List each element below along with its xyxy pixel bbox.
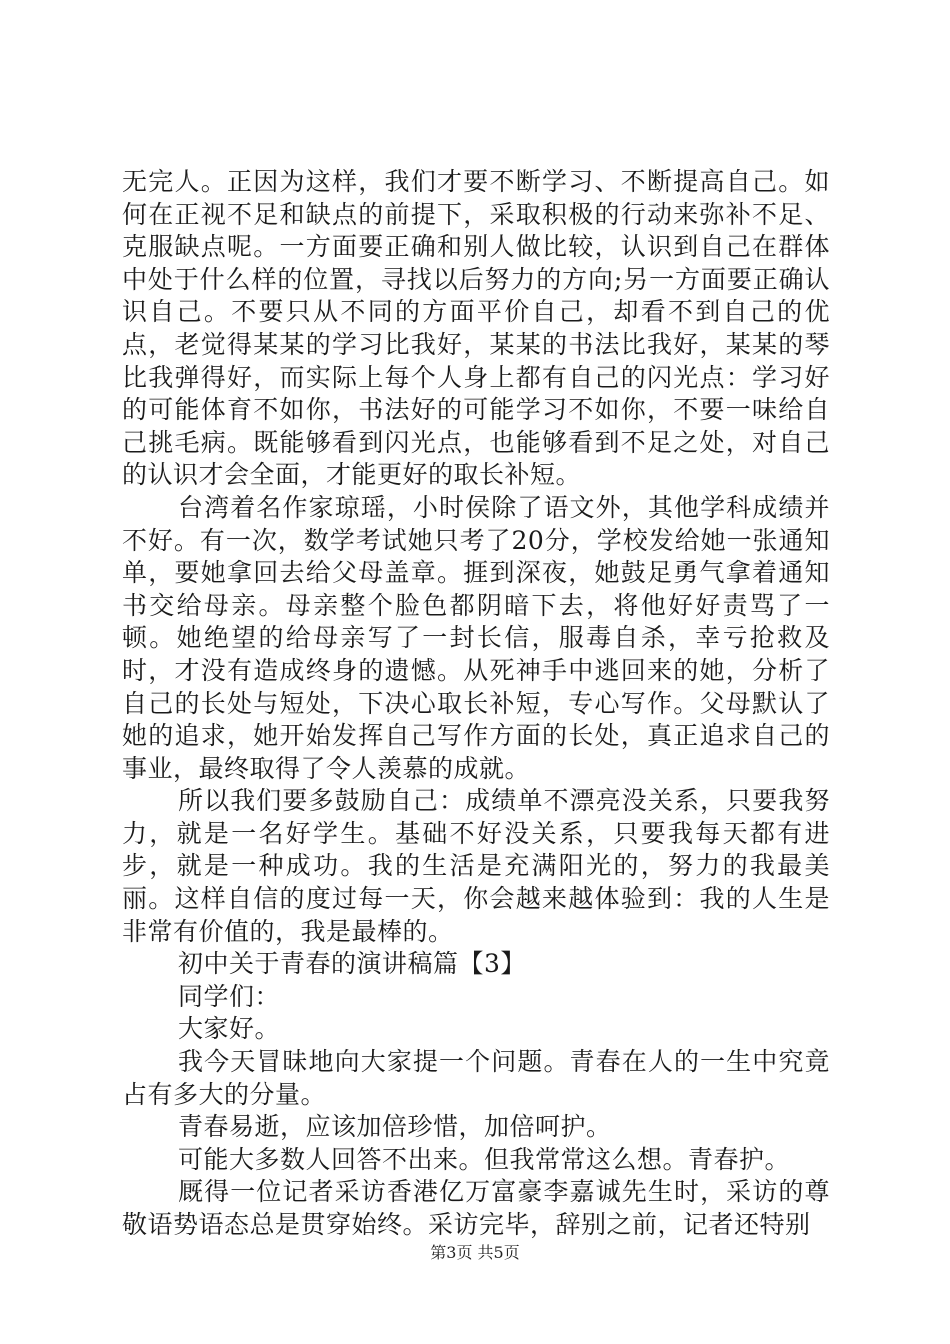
- greeting: 大家好。: [178, 1014, 281, 1044]
- paragraph-9: 可能大多数人回答不出来。但我常常这么想。青春护。: [178, 1144, 791, 1174]
- salutation: 同学们：: [178, 981, 281, 1011]
- paragraph-8: 青春易逝，应该加倍珍惜，加倍呵护。: [178, 1112, 612, 1142]
- paragraph-3: 所以我们要多鼓励自己：成绩单不漂亮没关系，只要我努力，就是一名好学生。基础不好没关系，只要我每天都有进步，就是一种成功。我的生活是充满阳光的，努力的我最美丽。这样自信的度过每一天，你会越来越体验到：我的人生是非常有价值的，我是最棒的。: [122, 786, 830, 946]
- page-number: 第3页 共5页: [430, 1243, 520, 1262]
- paragraph-7: 我今天冒昧地向大家提一个问题。青春在人的一生中究竟占有多大的分量。: [122, 1047, 830, 1109]
- paragraph-1: 无完人。正因为这样，我们才要不断学习、不断提高自己。如何在正视不足和缺点的前提下，采取积极的行动来弥补不足、克服缺点呢。一方面要正确和别人做比较，认识到自己在群体中处于什么样的位置，寻找以后努力的方向;另一方面要正确认识自己。不要只从不同的方面平价自己，却看不到自己的优点，老觉得某某的学习比我好，某某的书法比我好，某某的琴比我弹得好，而实际上每个人身上都有自己的闪光点：学习好的可能体育不如你，书法好的可能学习不如你，不要一味给自己挑毛病。既能够看到闪光点，也能够看到不足之处，对自己的认识才会全面，才能更好的取长补短。: [122, 167, 830, 490]
- paragraph-10: 厩得一位记者采访香港亿万富豪李嘉诚先生时，采访的尊敬语势语态总是贯穿始终。采访完毕，辞别之前，记者还特别: [122, 1177, 830, 1239]
- section-heading: 初中关于青春的演讲稿篇【3】: [178, 949, 526, 979]
- paragraph-2: 台湾着名作家琼瑶，小时侯除了语文外，其他学科成绩并不好。有一次，数学考试她只考了20分，学校发给她一张通知单，要她拿回去给父母盖章。捱到深夜，她鼓足勇气拿着通知书交给母亲。母亲整个脸色都阴暗下去，将他好好责骂了一顿。她绝望的给母亲写了一封长信，服毒自杀，幸亏抢救及时，才没有造成终身的遗憾。从死神手中逃回来的她，分析了自己的长处与短处，下决心取长补短，专心写作。父母默认了她的追求，她开始发挥自己写作方面的长处，真正追求自己的事业，最终取得了令人羡慕的成就。: [122, 492, 830, 783]
- document-body: [122, 166, 830, 1242]
